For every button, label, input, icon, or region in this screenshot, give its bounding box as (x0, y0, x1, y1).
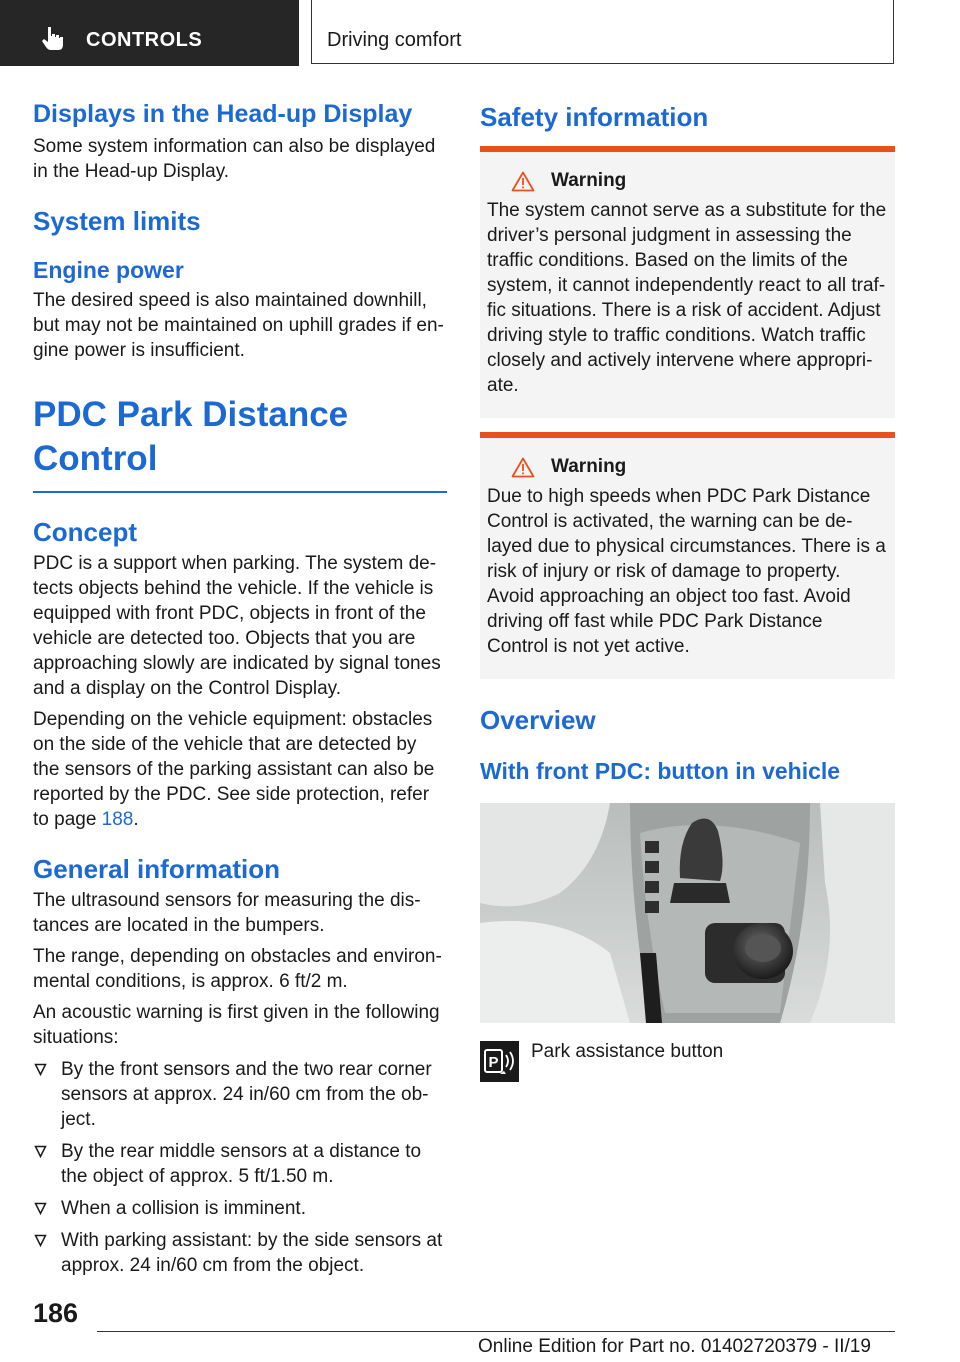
legend-label: Park assistance button (531, 1041, 724, 1062)
page-number: 186 (33, 1298, 79, 1328)
text-displays: Some system information can also be displayed in the Head-up Display. (33, 136, 436, 182)
center-console-illustration (480, 803, 895, 1023)
heading-overview: Overview (480, 705, 596, 735)
legend-row (480, 1041, 895, 1082)
left-column (33, 100, 447, 1285)
text-general-2: The range, depending on obstacles and environ-mental conditions, is approx. 6 ft/2 m. (33, 946, 442, 992)
page-reference-link[interactable]: 188 (101, 809, 134, 830)
triangle-bullet-icon (34, 1145, 47, 1158)
text-general-1: The ultrasound sensors for measuring the dis-tances are located in the bumpers. (33, 890, 421, 936)
warning-text: Due to high speeds when PDC Park Distance Control is activated, the warning can be de-layed due to physical circumstances. There is a risk of injury or risk of damage to property. Avoid approaching an object too fast. Avoid driving off fast while PDC Park Distance Control is not yet active. (487, 486, 886, 657)
warning-situations-list (33, 1057, 447, 1278)
footer-divider (97, 1331, 895, 1332)
park-assist-symbol (480, 1041, 519, 1082)
triangle-bullet-icon (34, 1202, 47, 1215)
center-console-photo (480, 803, 895, 1023)
text-general-3: An acoustic warning is first given in the following situations: (33, 1002, 440, 1048)
list-item-text: When a collision is imminent. (61, 1198, 306, 1219)
text-concept-2-post: . (133, 809, 139, 830)
heading-concept: Concept (33, 517, 137, 547)
warning-box-1 (480, 146, 895, 418)
edition-note: Online Edition for Part no. 01402720379 - II/19 (478, 1336, 871, 1357)
section-tab-label: CONTROLS (86, 29, 203, 51)
page-header (0, 0, 960, 66)
heading-system-limits: System limits (33, 206, 201, 236)
list-item (33, 1196, 447, 1221)
heading-safety-information: Safety information (480, 102, 709, 132)
text-concept-2 (33, 707, 447, 832)
triangle-bullet-icon (34, 1234, 47, 1247)
heading-engine-power: Engine power (33, 257, 184, 283)
list-item (33, 1228, 447, 1278)
right-column (480, 100, 895, 1082)
heading-displays: Displays in the Head-up Display (33, 100, 413, 128)
heading-pdc: PDC Park Distance Control (33, 395, 349, 478)
list-item-text: With parking assistant: by the side sensors at approx. 24 in/60 cm from the object. (61, 1230, 443, 1276)
text-concept-1: PDC is a support when parking. The system de-tects objects behind the vehicle. If the vehicle is equipped with front PDC, objects in front of the vehicle are detected too. Objects that you are approaching slowly are indicated by signal tones and a display on the Control Display. (33, 553, 441, 699)
warning-header (487, 170, 888, 192)
warning-triangle-icon (511, 457, 535, 478)
park-assist-button-icon (480, 1041, 519, 1082)
section-tab[interactable] (0, 0, 299, 66)
list-item-text: By the rear middle sensors at a distance to the object of approx. 5 ft/1.50 m. (61, 1141, 422, 1187)
list-item (33, 1139, 447, 1189)
warning-box-2 (480, 432, 895, 679)
text-engine-power: The desired speed is also maintained downhill, but may not be maintained on uphill grades if en-gine power is insufficient. (33, 290, 444, 361)
chapter-tab[interactable] (311, 0, 894, 64)
heading-general-information: General information (33, 854, 281, 884)
triangle-bullet-icon (34, 1063, 47, 1076)
svg-text:P: P (488, 1054, 499, 1071)
warning-title: Warning (551, 170, 627, 191)
warning-header (487, 456, 888, 478)
heading-rule (33, 491, 447, 493)
list-item-text: By the front sensors and the two rear corner sensors at approx. 24 in/60 cm from the ob-ject. (61, 1059, 432, 1130)
list-item (33, 1057, 447, 1132)
pointing-hand-icon (42, 26, 64, 50)
chapter-tab-label: Driving comfort (327, 29, 462, 51)
warning-text: The system cannot serve as a substitute for the driver’s personal judgment in assessing the traffic conditions. Based on the limits of the system, it cannot independently react to all traf-fic situations. There is a risk of accident. Adjust driving style to traffic conditions. Watch traffic closely and actively intervene where appropri-ate. (487, 200, 887, 396)
heading-front-pdc: With front PDC: button in vehicle (480, 758, 841, 784)
warning-triangle-icon (511, 171, 535, 192)
text-concept-2-pre: Depending on the vehicle equipment: obstacles on the side of the vehicle that are detected by the sensors of the parking assistant can also be reported by the PDC. See side protection, refer to page (33, 709, 435, 830)
warning-title: Warning (551, 456, 627, 477)
